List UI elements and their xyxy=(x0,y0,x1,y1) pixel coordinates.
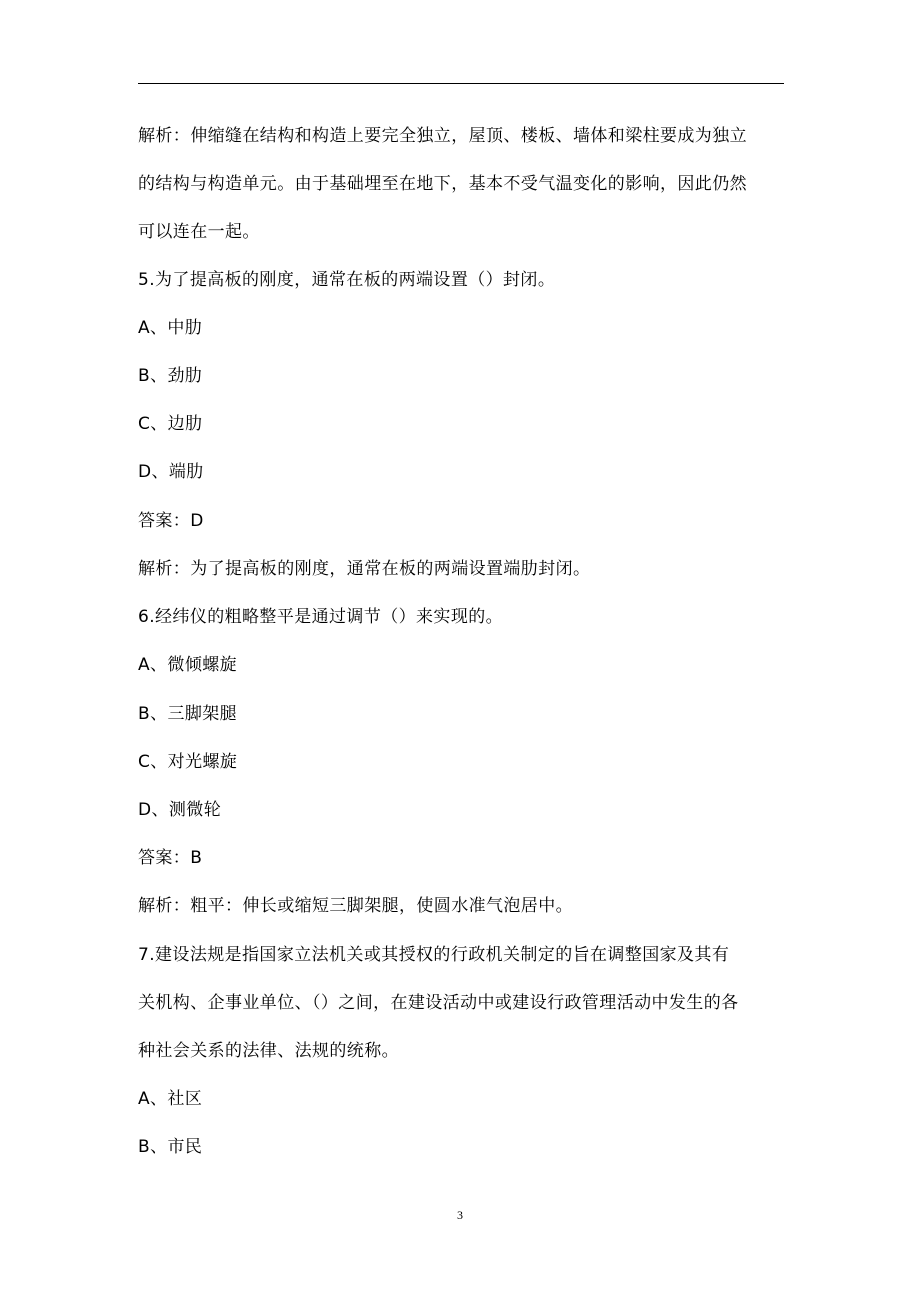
header-rule xyxy=(138,83,784,84)
question-stem: 关机构、企事业单位、（）之间，在建设活动中或建设行政管理活动中发生的各 xyxy=(138,993,739,1013)
question-stem: 5.为了提高板的刚度，通常在板的两端设置（）封闭。 xyxy=(138,270,556,290)
option-b: B、市民 xyxy=(138,1137,203,1157)
explanation-line: 的结构与构造单元。由于基础埋至在地下，基本不受气温变化的影响，因此仍然 xyxy=(138,174,747,194)
option-a: A、微倾螺旋 xyxy=(138,655,238,675)
explanation-line: 可以连在一起。 xyxy=(138,222,260,242)
question-stem: 7.建设法规是指国家立法机关或其授权的行政机关制定的旨在调整国家及其有 xyxy=(138,945,730,965)
explanation-line: 解析：伸缩缝在结构和构造上要完全独立，屋顶、楼板、墙体和梁柱要成为独立 xyxy=(138,126,747,146)
option-d: D、测微轮 xyxy=(138,800,222,820)
option-d: D、端肋 xyxy=(138,462,204,482)
option-b: B、劲肋 xyxy=(138,366,203,386)
answer: 答案：B xyxy=(138,848,203,868)
question-stem: 6.经纬仪的粗略整平是通过调节（）来实现的。 xyxy=(138,607,504,627)
option-b: B、三脚架腿 xyxy=(138,704,238,724)
answer: 答案：D xyxy=(138,511,204,531)
explanation-line: 解析：为了提高板的刚度，通常在板的两端设置端肋封闭。 xyxy=(138,559,591,579)
option-a: A、社区 xyxy=(138,1089,203,1109)
option-a: A、中肋 xyxy=(138,318,203,338)
explanation-line: 解析：粗平：伸长或缩短三脚架腿，使圆水准气泡居中。 xyxy=(138,896,573,916)
page-number: 3 xyxy=(457,1208,463,1222)
option-c: C、边肋 xyxy=(138,414,203,434)
question-stem: 种社会关系的法律、法规的统称。 xyxy=(138,1041,399,1061)
option-c: C、对光螺旋 xyxy=(138,752,238,772)
